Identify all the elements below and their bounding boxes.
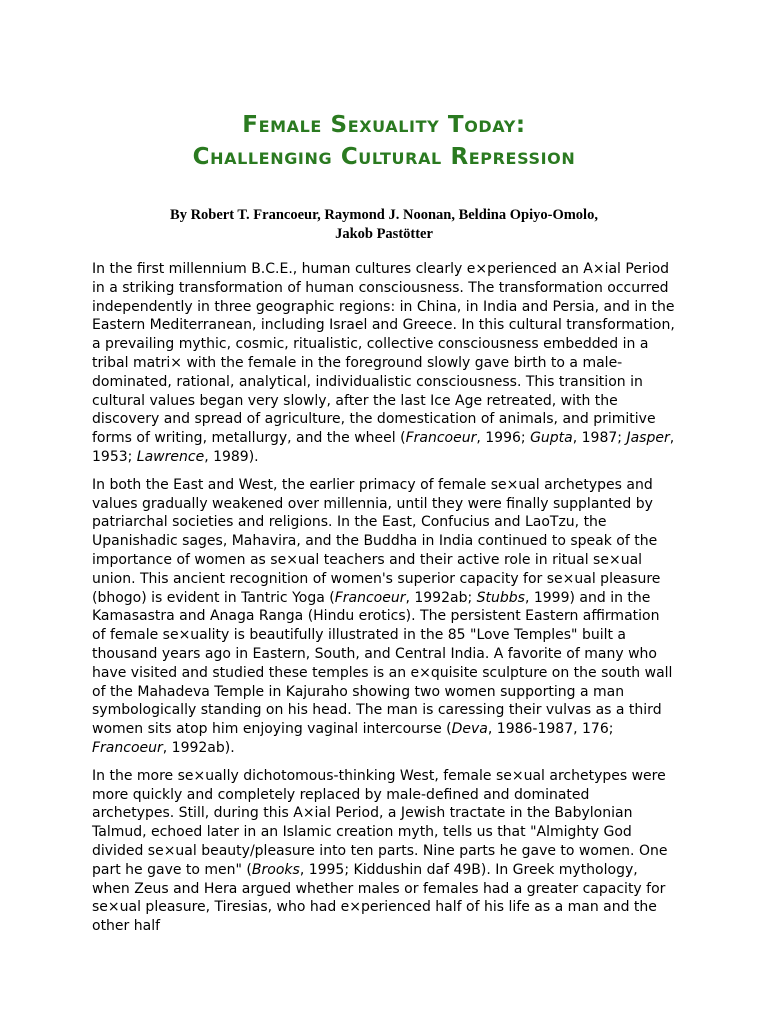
paragraph-text: , 1999) and in the Kamasastra and Anaga Ranga (Hindu erotics). The persistent Eastern affirmation of female se×uality is beautifully illustrated in the 85 "Love Temples" built a thousand years ago in Eastern, South, and Central India. A favorite of many who have visited and studied these temples is an e×quisite sculpture on the south wall of the Mahadeva Temple in Kajuraho showing two women supporting a man symbologically standing on his head. The man is caressing their vulvas as a third women sits atop him enjoying vaginal intercourse ( — [92, 589, 673, 738]
paragraph-text: , 1996; — [476, 430, 531, 447]
paragraph-text: In the more se×ually dichotomous-thinking West, female se×ual archetypes were more quickly and completely replaced by male-defined and dominated archetypes. Still, during this A×ial Period, a Jewish tractate in the Babylonian Talmud, echoed later in an Islamic creation myth, tells us that "Almighty God divided se×ual beauty/pleasure into ten parts. Nine parts he gave to women. One part he gave to men" ( — [92, 767, 668, 878]
citation-author: Francoeur — [405, 430, 477, 447]
article-title — [92, 109, 676, 173]
byline-line-2: Jakob Pastötter — [335, 226, 433, 242]
paragraph-text: In the first millennium B.C.E., human cultures clearly e×perienced an A×ial Period in a striking transformation of human consciousness. The transformation occurred independently in three geographic regions: in China, in India and Persia, and in the Eastern Mediterranean, including Israel and Greece. In this cultural transformation, a prevailing mythic, cosmic, ritualistic, collective consciousness embedded in a tribal matri× with the female in the foreground slowly gave birth to a male-dominated, rational, analytical, individualistic consciousness. This transition in cultural values began very slowly, after the last Ice Age retreated, with the discovery and spread of agriculture, the domestication of animals, and primitive forms of writing, metallurgy, and the wheel ( — [92, 261, 675, 447]
paragraph-text: In both the East and West, the earlier primacy of female se×ual archetypes and values gradually weakened over millennia, until they were finally supplanted by patriarchal societies and religions. In the East, Confucius and LaoTzu, the Upanishadic sages, Mahavira, and the Buddha in India continued to speak of the importance of women as se×ual teachers and their active role in ritual se×ual union. This ancient recognition of women's superior capacity for se×ual pleasure (bhogo) is evident in Tantric Yoga ( — [92, 476, 661, 606]
author-byline — [92, 206, 676, 244]
paragraph-text: , 1989). — [204, 448, 259, 465]
body-paragraph-3 — [92, 767, 676, 936]
paragraph-text: , 1986-1987, 176; — [487, 721, 614, 738]
paragraph-text: , 1992ab). — [162, 739, 235, 756]
body-paragraph-1 — [92, 260, 676, 467]
citation-author: Stubbs — [476, 589, 525, 606]
citation-author: Deva — [451, 721, 488, 738]
citation-author: Lawrence — [136, 448, 205, 465]
paragraph-text: , 1992ab; — [405, 589, 477, 606]
citation-author: Brooks — [251, 861, 300, 878]
byline-line-1: By Robert T. Francoeur, Raymond J. Noonan, Beldina Opiyo-Omolo, — [170, 207, 598, 223]
paragraph-text: , 1953; — [92, 430, 675, 465]
citation-author: Jasper — [626, 430, 670, 447]
citation-author: Francoeur — [334, 589, 406, 606]
citation-author: Francoeur — [92, 739, 163, 756]
title-line-2: Challenging Cultural Repression — [192, 144, 576, 170]
paragraph-text: , 1987; — [572, 430, 627, 447]
citation-author: Gupta — [530, 430, 573, 447]
body-paragraph-2 — [92, 476, 676, 758]
article-body — [92, 260, 676, 936]
title-line-1: Female Sexuality Today: — [242, 112, 526, 138]
paragraph-text: , 1995; Kiddushin daf 49B). In Greek mythology, when Zeus and Hera argued whether males or females had a greater capacity for se×ual pleasure, Tiresias, who had e×perienced half of his life as a man and the other half — [92, 861, 666, 935]
